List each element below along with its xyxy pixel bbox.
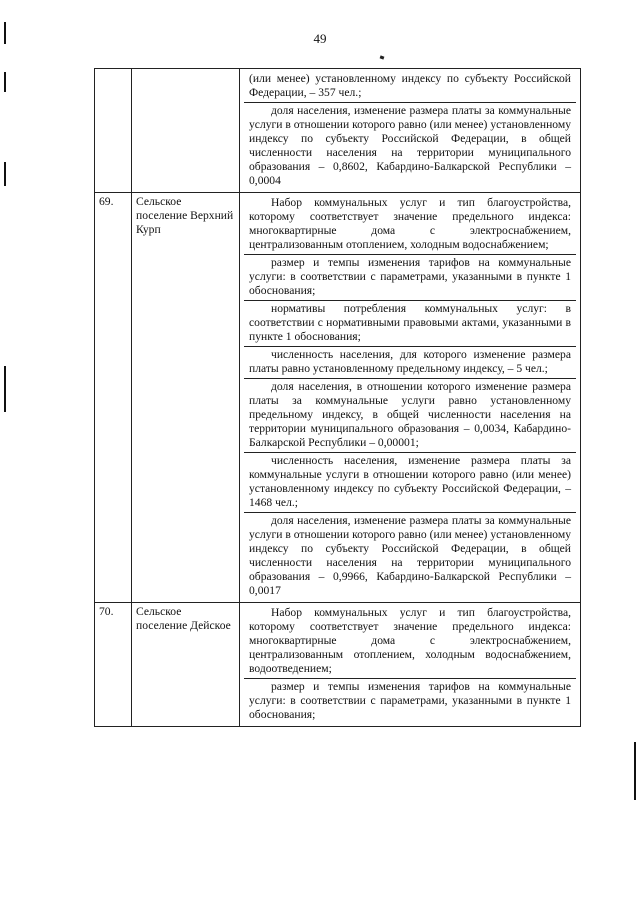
paragraph: (или менее) установленному индексу по субъекту Российской Федерации, – 357 чел.; — [244, 71, 576, 103]
paragraph: размер и темпы изменения тарифов на коммунальные услуги: в соответствии с параметрами, указанными в пункте 1 обоснования; — [244, 255, 576, 301]
table-row — [95, 603, 581, 727]
row-details — [240, 603, 581, 727]
scan-mark-right — [634, 742, 636, 800]
table-row — [95, 193, 581, 603]
settlement-name — [132, 69, 240, 193]
page-number: 49 — [313, 31, 327, 46]
paragraph: численность населения, изменение размера платы за коммунальные услуги в отношении которого равно (или менее) установленному индексу по субъекту Российской Федерации, – 1468 чел.; — [244, 453, 576, 513]
paragraph: доля населения, в отношении которого изменение размера платы за коммунальные услуги равно установленному предельному индексу, в общей численности населения на территории муниципального образования – 0,0034, Кабардино-Балкарской Республики – 0,00001; — [244, 379, 576, 453]
row-number: 69. — [95, 193, 132, 603]
paragraph: размер и темпы изменения тарифов на коммунальные услуги: в соответствии с параметрами, указанными в пункте 1 обоснования; — [249, 680, 571, 721]
row-details — [240, 69, 581, 193]
paragraph: доля населения, изменение размера платы за коммунальные услуги в отношении которого равно (или менее) установленному индексу по субъекту Российской Федерации, в общей численности населения на территории муниципального образования – 0,9966, Кабардино-Балкарской Республики – 0,0017 — [249, 514, 571, 597]
row-number: 70. — [95, 603, 132, 727]
settlement-name: Сельское поселение Верхний Курп — [132, 193, 240, 603]
paragraph: доля населения, изменение размера платы за коммунальные услуги в отношении которого равно (или менее) установленному индексу по субъекту Российской Федерации, в общей численности населения на территории муниципального образования – 0,8602, Кабардино-Балкарской Республики – 0,0004 — [249, 104, 571, 187]
paragraph: нормативы потребления коммунальных услуг: в соответствии с нормативными правовыми актами, указанными в пункте 1 обоснования; — [244, 301, 576, 347]
scan-speck — [380, 55, 385, 59]
table-row — [95, 69, 581, 193]
row-number — [95, 69, 132, 193]
paragraph: Набор коммунальных услуг и тип благоустройства, которому соответствует значение предельного индекса: многоквартирные дома с электроснабжением, централизованным отоплением, холодным водоснабжением, водоотведением; — [244, 605, 576, 679]
data-table — [94, 68, 581, 727]
scan-mark-left-bottom — [4, 366, 6, 412]
scan-mark-left-mid — [4, 72, 6, 92]
paragraph: Набор коммунальных услуг и тип благоустройства, которому соответствует значение предельного индекса: многоквартирные дома с электроснабжением, централизованным отоплением, холодным водоснабжением; — [244, 195, 576, 255]
row-details — [240, 193, 581, 603]
scan-mark-left-low — [4, 162, 6, 186]
paragraph: численность населения, для которого изменение размера платы равно установленному предельному индексу, – 5 чел.; — [244, 347, 576, 379]
scan-mark-left-top — [4, 22, 6, 44]
settlement-name: Сельское поселение Дейское — [132, 603, 240, 727]
